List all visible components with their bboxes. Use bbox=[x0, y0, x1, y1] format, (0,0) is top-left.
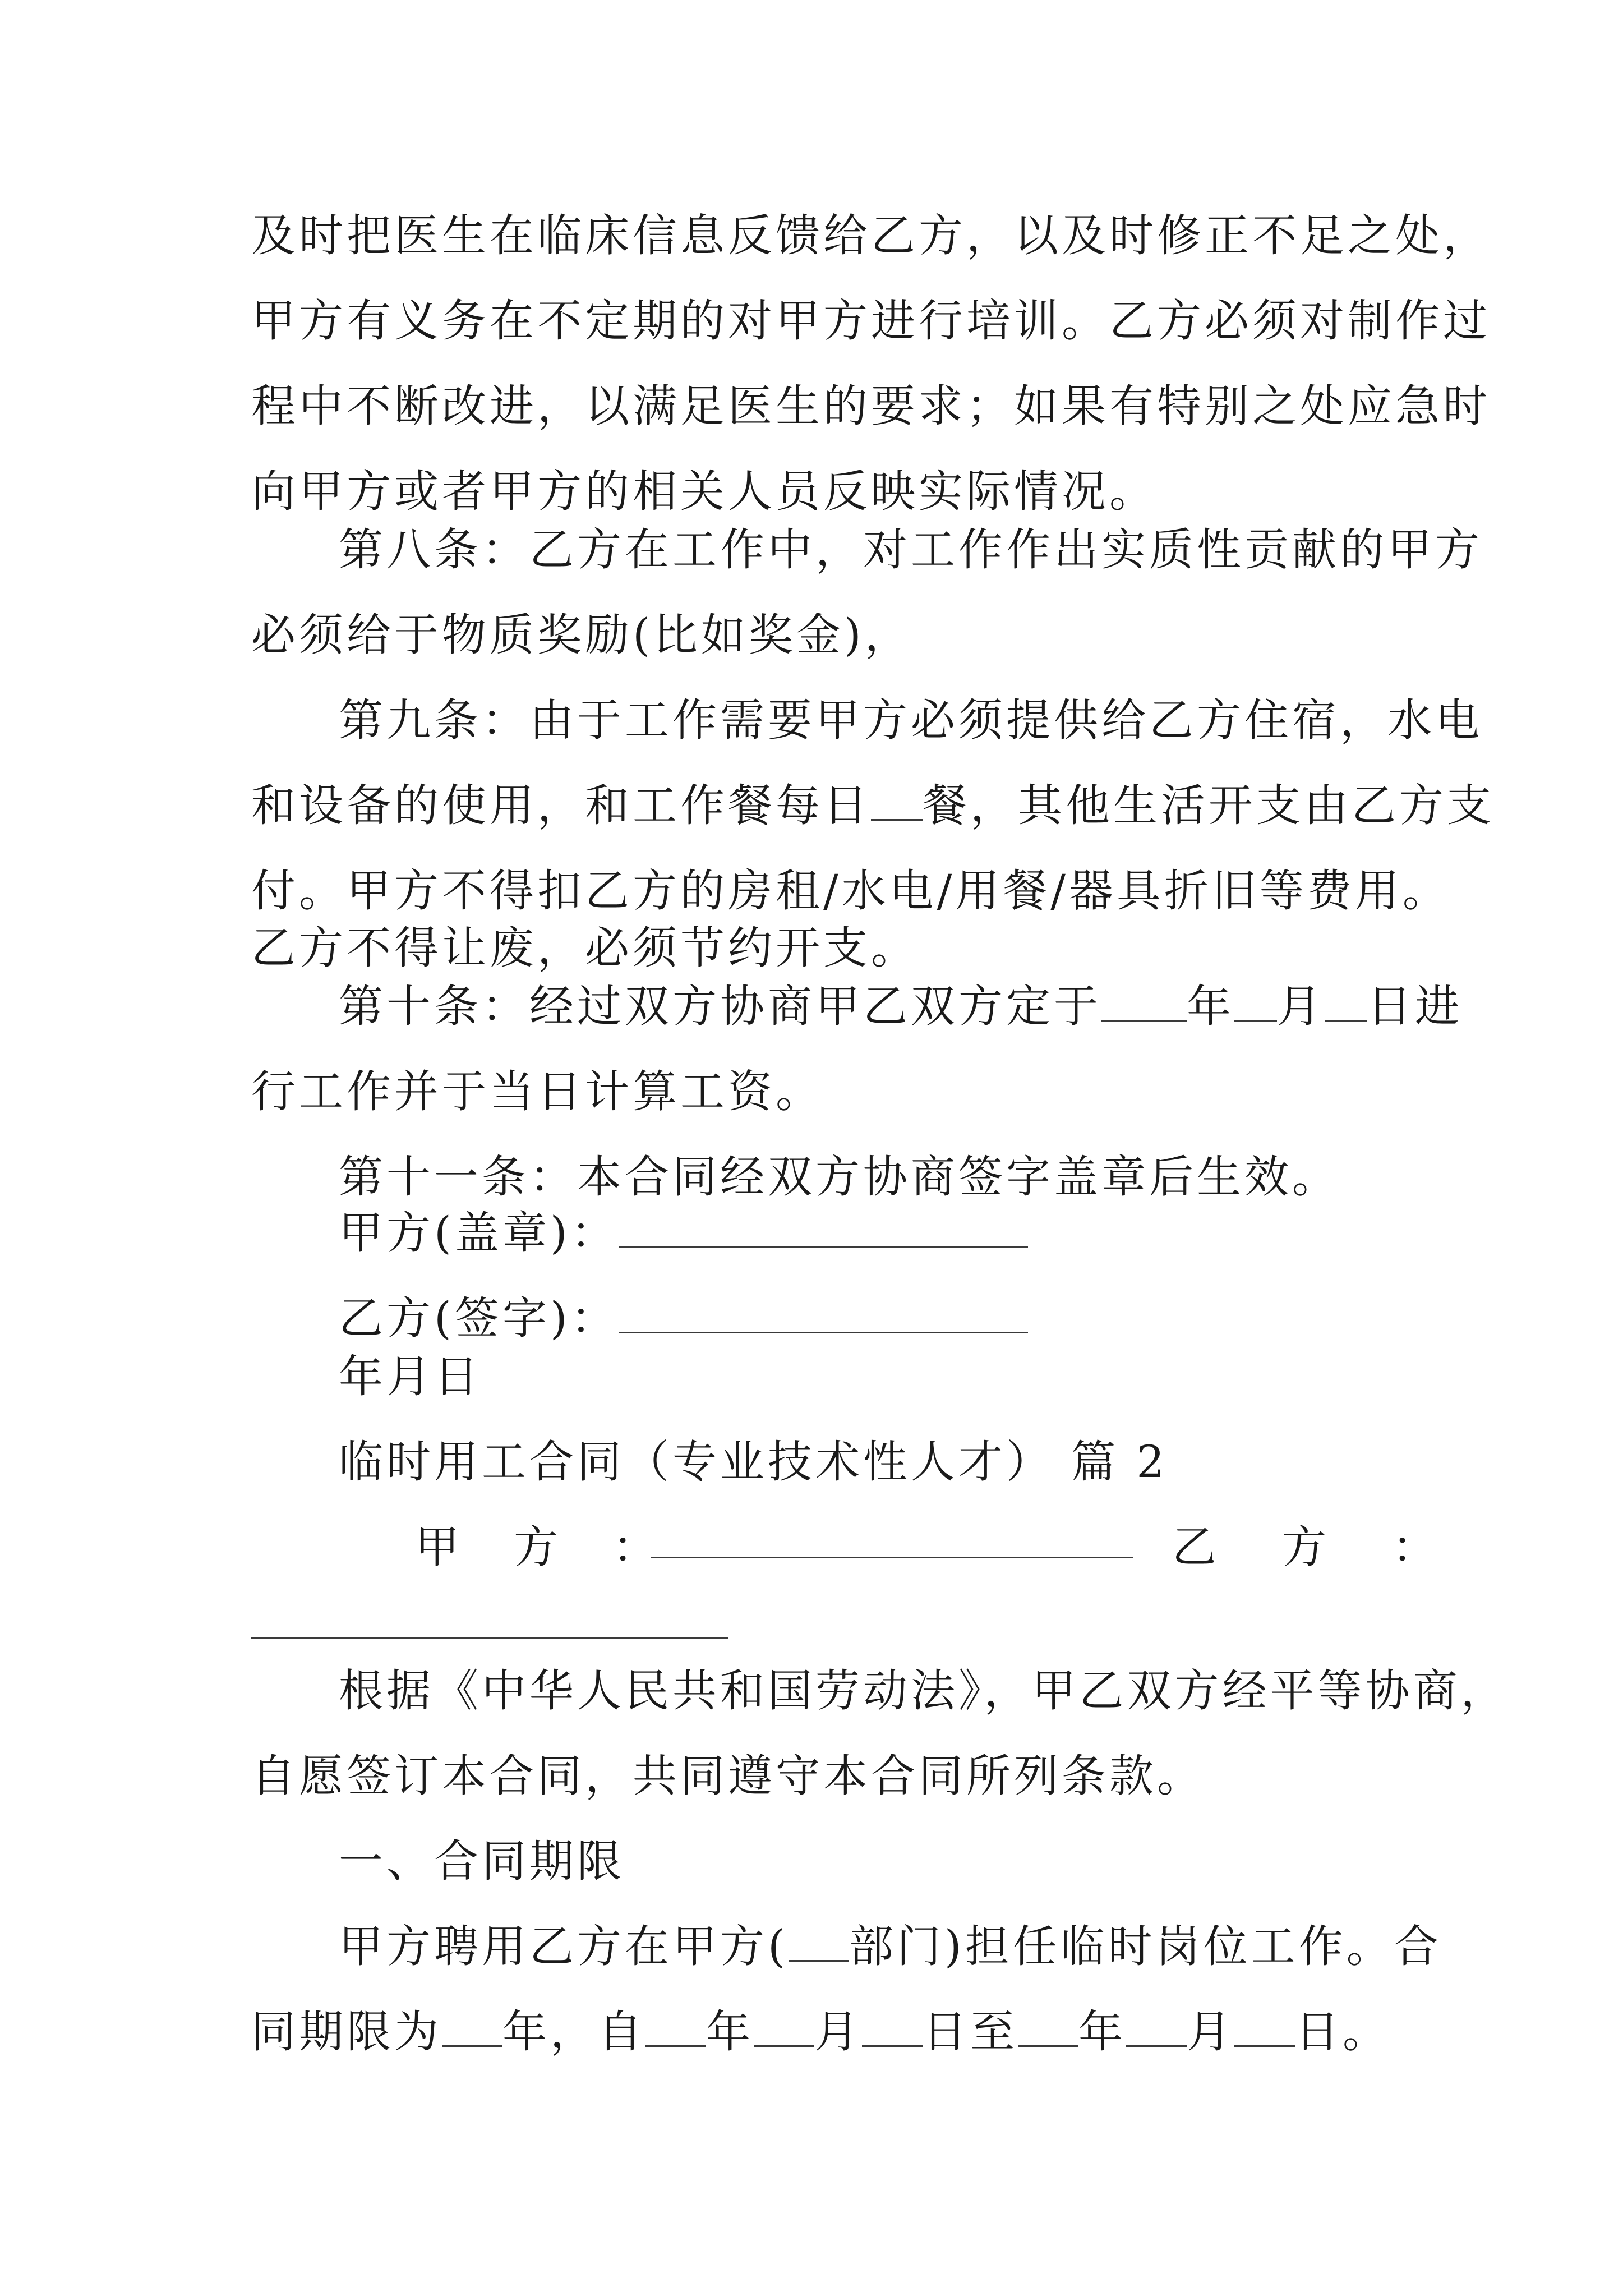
text-line: 付。甲方不得扣乙方的房租/水电/用餐/器具折旧等费用。 bbox=[251, 865, 1450, 917]
text-segment: 日。 bbox=[1295, 2006, 1390, 2058]
party-b-field bbox=[251, 1637, 728, 1639]
text-segment: 同期限为 bbox=[251, 2006, 442, 2058]
blank-field bbox=[871, 782, 923, 821]
text-line: 向甲方或者甲方的相关人员反映实际情况。 bbox=[251, 466, 1157, 517]
term-line bbox=[339, 1918, 1442, 1975]
party-a-seal-line bbox=[339, 1205, 1028, 1261]
blank-field bbox=[1234, 2008, 1295, 2047]
article-9-line: 第九条：由于工作需要甲方必须提供给乙方住宿，水电 bbox=[339, 694, 1483, 746]
text-segment: 月 bbox=[1187, 2006, 1234, 2058]
blank-field bbox=[1126, 2008, 1187, 2047]
text-segment: 年 bbox=[1187, 981, 1234, 1032]
section-heading: 临时用工合同（专业技术性人才） 篇 2 bbox=[339, 1436, 1168, 1488]
date-line: 年月日 bbox=[339, 1351, 482, 1402]
preamble-line: 根据《中华人民共和国劳动法》，甲乙双方经平等协商， bbox=[339, 1665, 1509, 1717]
blank-field bbox=[754, 2008, 814, 2047]
text-segment: 和设备的使用，和工作餐每日 bbox=[251, 780, 871, 831]
blank-field bbox=[442, 2008, 502, 2047]
text-line: 行工作并于当日计算工资。 bbox=[251, 1066, 823, 1117]
blank-field bbox=[645, 2008, 706, 2047]
party-b-sign-line bbox=[339, 1290, 1028, 1346]
text-line: 甲方有义务在不定期的对甲方进行培训。乙方必须对制作过 bbox=[251, 295, 1491, 347]
text-line: 乙方不得让废，必须节约开支。 bbox=[251, 922, 919, 974]
blank-field bbox=[1101, 983, 1187, 1022]
text-line: 自愿签订本合同，共同遵守本合同所列条款。 bbox=[251, 1750, 1205, 1802]
text-segment: 甲方聘用乙方在甲方( bbox=[339, 1921, 789, 1972]
party-b-sign-label: 乙方(签字)： bbox=[339, 1292, 619, 1344]
text-line: 必须给于物质奖励(比如奖金)， bbox=[251, 609, 912, 661]
party-a-label: 甲 方 ： bbox=[415, 1521, 677, 1573]
text-segment: 年 bbox=[1078, 2006, 1126, 2058]
blank-field bbox=[789, 1923, 849, 1962]
party-a-seal-label: 甲方(盖章)： bbox=[339, 1207, 619, 1259]
article-11-line: 第十一条：本合同经双方协商签字盖章后生效。 bbox=[339, 1151, 1340, 1203]
blank-field bbox=[1325, 983, 1367, 1022]
article-8-line: 第八条：乙方在工作中，对工作作出实质性贡献的甲方 bbox=[339, 524, 1483, 576]
article-10-line bbox=[339, 978, 1463, 1034]
text-line bbox=[251, 777, 1495, 834]
text-segment: 餐，其他生活开支由乙方支 bbox=[923, 780, 1495, 831]
party-b-sign-field bbox=[619, 1295, 1028, 1333]
term-line bbox=[251, 2004, 1390, 2060]
blank-field bbox=[1018, 2008, 1078, 2047]
text-segment: 第十条：经过双方协商甲乙双方定于 bbox=[339, 981, 1101, 1032]
text-segment: 日进 bbox=[1367, 981, 1463, 1032]
text-line: 及时把医生在临床信息反馈给乙方，以及时修正不足之处， bbox=[251, 210, 1491, 261]
text-segment: 月 bbox=[814, 2006, 862, 2058]
text-segment: 年，自 bbox=[502, 2006, 645, 2058]
party-a-seal-field bbox=[619, 1209, 1028, 1248]
blank-field bbox=[1234, 983, 1277, 1022]
party-a-field bbox=[651, 1557, 1133, 1558]
text-line: 程中不断改进，以满足医生的要求；如果有特别之处应急时 bbox=[251, 380, 1491, 432]
text-segment: 月 bbox=[1277, 981, 1325, 1032]
text-segment: 年 bbox=[706, 2006, 754, 2058]
blank-field bbox=[862, 2008, 923, 2047]
text-segment: 日至 bbox=[923, 2006, 1018, 2058]
text-segment: 部门)担任临时岗位工作。合 bbox=[849, 1921, 1442, 1972]
party-b-label: 乙 方 ： bbox=[1172, 1521, 1463, 1573]
section-heading: 一、合同期限 bbox=[339, 1835, 625, 1887]
